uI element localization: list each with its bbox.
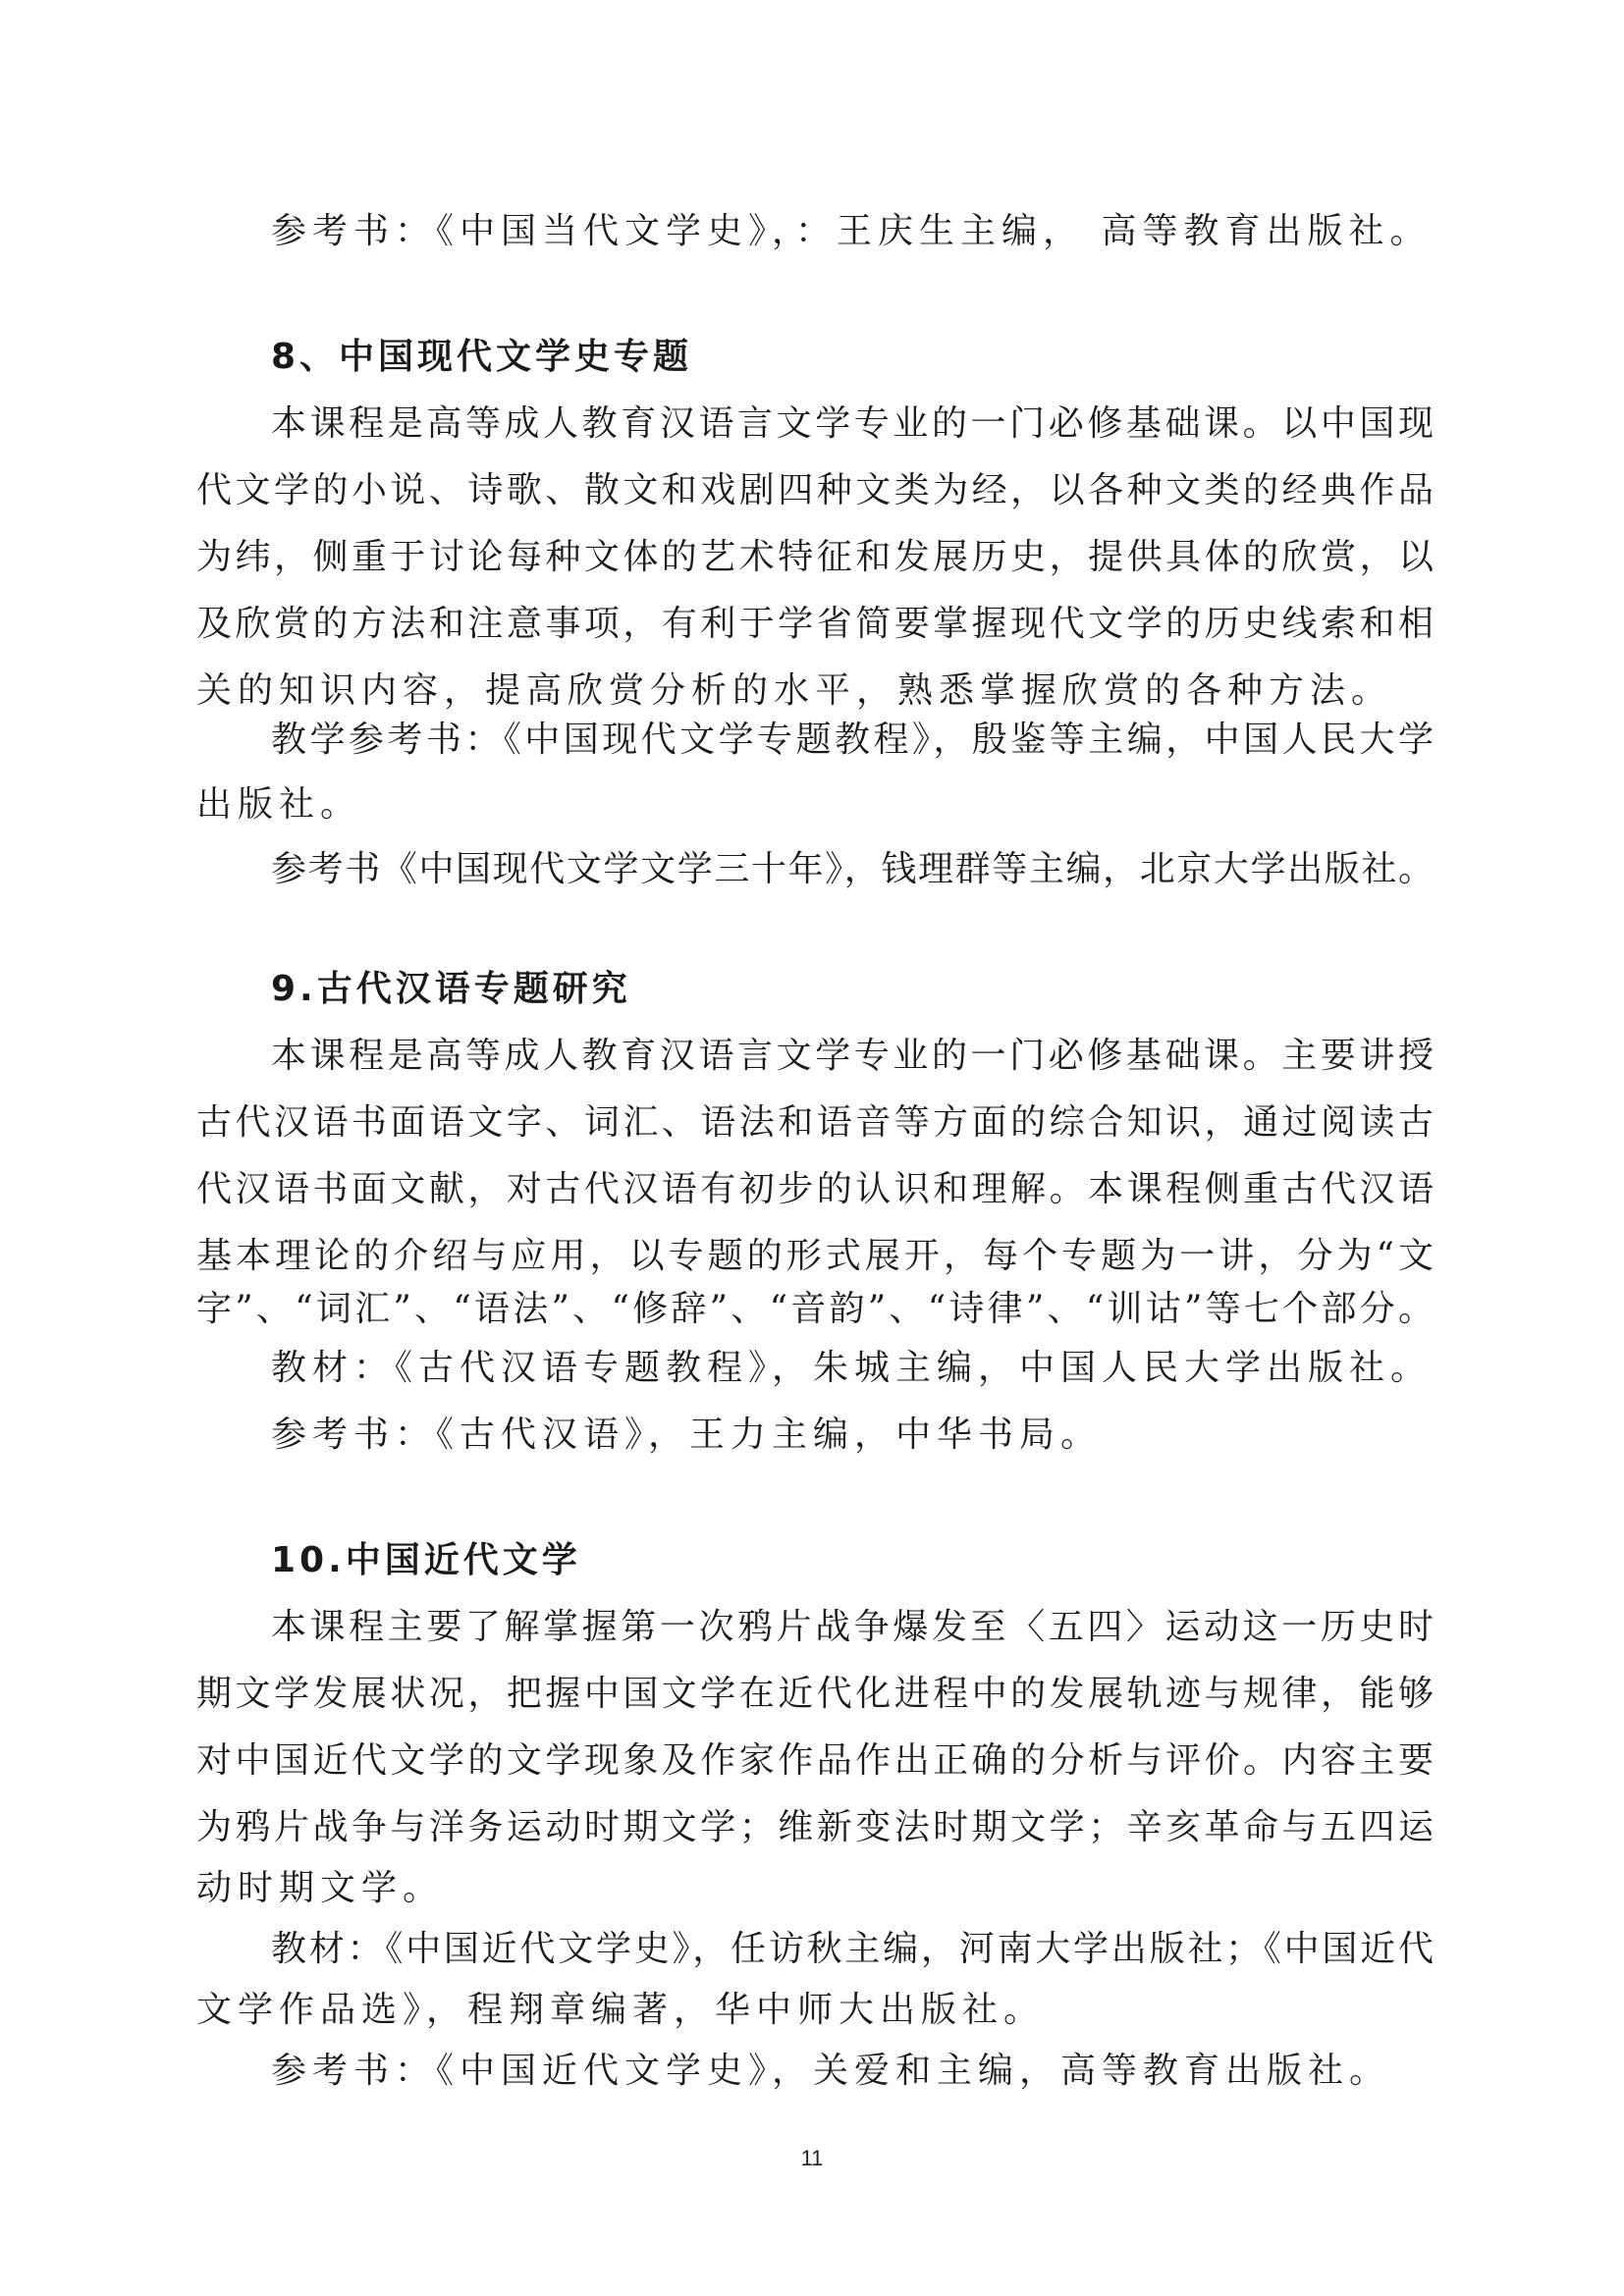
- page-number: 11: [800, 2146, 824, 2170]
- paragraph-line: 关的知识内容，提高欣赏分析的水平，熟悉掌握欣赏的各种方法。: [196, 670, 1393, 711]
- paragraph-line: 本课程是高等成人教育汉语言文学专业的一门必修基础课。以中国现: [271, 403, 1434, 444]
- textbook-line: 文学作品选》，程翔章编著，华中师大出版社。: [196, 1990, 1046, 2030]
- paragraph-line: 为鸦片战争与洋务运动时期文学；维新变法时期文学；辛亥革命与五四运: [196, 1807, 1434, 1847]
- paragraph-line: 及欣赏的方法和注意事项，有利于学省简要掌握现代文学的历史线索和相: [196, 604, 1434, 644]
- section-heading: 10.中国近代文学: [271, 1540, 581, 1580]
- paragraph-line: 古代汉语书面语文字、词汇、语法和语音等方面的综合知识，通过阅读古: [196, 1102, 1434, 1143]
- paragraph-line: 期文学发展状况，把握中国文学在近代化进程中的发展轨迹与规律，能够: [196, 1674, 1434, 1714]
- textbook-line: 出版社。: [196, 784, 362, 825]
- paragraph-line: 字”、“词汇”、“语法”、“修辞”、“音韵”、“诗律”、“训诂”等七个部分。: [196, 1289, 1434, 1329]
- paragraph-line: 代文学的小说、诗歌、散文和戏剧四种文类为经，以各种文类的经典作品: [196, 470, 1434, 510]
- section-heading: 8、中国现代文学史专题: [271, 337, 693, 377]
- textbook-line: 教学参考书：《中国现代文学专题教程》，殷鉴等主编，中国人民大学: [271, 720, 1434, 760]
- reference-line: 参考书《中国现代文学文学三十年》，钱理群等主编，北京大学出版社。: [271, 849, 1434, 889]
- section-heading: 9.古代汉语专题研究: [271, 969, 631, 1009]
- paragraph-line: 本课程主要了解掌握第一次鸦片战争爆发至〈五四〉运动这一历史时: [271, 1607, 1434, 1647]
- paragraph-line: 本课程是高等成人教育汉语言文学专业的一门必修基础课。主要讲授: [271, 1036, 1434, 1076]
- reference-line: 参考书：《古代汉语》，王力主编，中华书局。: [271, 1415, 1103, 1455]
- paragraph-line: 代汉语书面文献，对古代汉语有初步的认识和理解。本课程侧重古代汉语: [196, 1169, 1434, 1209]
- paragraph-line: 基本理论的介绍与应用，以专题的形式展开，每个专题为一讲，分为“文: [196, 1236, 1434, 1276]
- paragraph-line: 为纬，侧重于讨论每种文体的艺术特征和发展历史，提供具体的欣赏，以: [196, 537, 1434, 577]
- textbook-line: 教材：《中国近代文学史》，任访秋主编，河南大学出版社；《中国近代: [271, 1929, 1434, 1969]
- textbook-line: 教材：《古代汉语专题教程》，朱城主编，中国人民大学出版社。: [271, 1348, 1433, 1388]
- paragraph-line: 对中国近代文学的文学现象及作家作品作出正确的分析与评价。内容主要: [196, 1740, 1434, 1781]
- reference-line: 参考书：《中国近代文学史》，关爱和主编，高等教育出版社。: [271, 2051, 1391, 2091]
- paragraph-line: 动时期文学。: [196, 1868, 445, 1908]
- reference-line: 参考书：《中国当代文学史》，：王庆生主编， 高等教育出版社。: [271, 211, 1432, 251]
